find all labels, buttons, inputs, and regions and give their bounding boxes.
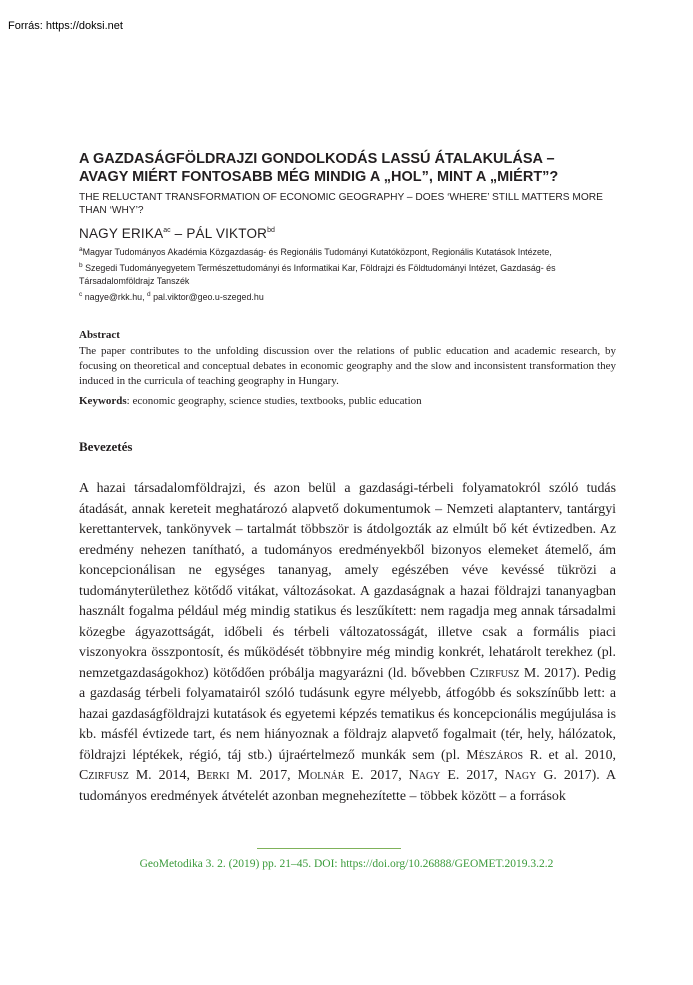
citation-author: Molnár (297, 768, 345, 783)
title-line-1: A GAZDASÁGFÖLDRAJZI GONDOLKODÁS LASSÚ ÁTALAKULÁSA – (79, 151, 555, 167)
author-name-2: PÁL VIKTOR (186, 226, 268, 241)
abstract-heading: Abstract (79, 329, 120, 341)
email-nagy[interactable]: nagye@rkk.hu, (82, 292, 145, 302)
citation-author: Nagy (504, 768, 537, 783)
body-text-6: E. 2017, (344, 768, 409, 783)
keywords-label: Keywords (79, 395, 127, 407)
authors (79, 226, 616, 241)
source-label: Forrás: https://doksi.net (8, 20, 123, 32)
keywords-text: : economic geography, science studies, textbooks, public education (126, 395, 422, 407)
affil-a-mark: a (79, 246, 83, 253)
author-name-1: NAGY ERIKA (79, 226, 164, 241)
article (79, 150, 616, 807)
body-text-1: A hazai társadalomföldrajzi, és azon belül a gazdasági-térbeli folyamatokról szóló tudás átadását, annak kereteit meghatározó alapvető dokumentumok – Nemzeti alaptanterv, tantárgyi kerettantervek, tankönyvek – tartalmát többször is átdolgozták az elmúlt bő két évtizedben. Az eredmény nehezen tanítható, a tudományos eredményekből bizonyos elemeket átemelő, ám koncepcionálisan ne egységes tananyag, amely egészében véve kevéssé tükrözi a tudományterülethez kötődő vitákat, változásokat. A gazdaságnak a hazai földrajzi tananyagban használt fogalma például még mindig statikus és leszűkített: nem ragadja meg annak társadalmi közegbe ágyazottságát, időbeli és térbeli változatosságát, illetve csak a formális piaci viszonyokra összpontosít, és működését többnyire még mindig konkrét, lehatárolt terekhez (pl. nemzetgazdaságokhoz) kötődően próbálja magyarázni (ld. bővebben (79, 481, 616, 681)
keywords (79, 394, 616, 409)
author-1-marks: ac (163, 227, 171, 234)
abstract-text: The paper contributes to the unfolding discussion over the relations of public education and academic research, by focusing on theoretical and conceptual debates in economic geography and the slow and inconsistent transformation they induced in the curricula of teaching geography in Hungary. (79, 345, 616, 387)
body-paragraph (79, 479, 616, 807)
email-d-mark: d (147, 291, 151, 298)
section-heading: Bevezetés (79, 439, 133, 454)
body-text-5: M. 2017, (229, 768, 298, 783)
article-title (79, 150, 616, 186)
affil-a-text: Magyar Tudományos Akadémia Közgazdaság- és Regionális Tudományi Kutatóközpont, Regionális Kutatások Intézete, (82, 247, 552, 257)
author-separator: – (170, 226, 187, 241)
title-line-2: AVAGY MIÉRT FONTOSABB MÉG MINDIG A „HOL”, MINT A „MIÉRT”? (79, 169, 559, 185)
affiliations (79, 243, 616, 304)
body-text-8: G. 2017). A tudományos eredmények átvételét azonban megnehezítette – többek között – a források (79, 768, 616, 804)
citation-author: Czirfusz (469, 665, 520, 681)
email-c-mark: c (79, 291, 83, 298)
body-text-2: M. 2017). Pedig a gazdaság térbeli folyamatairól szóló tudásunk egyre mélyebb, átfogóbb és sokszínűbb lett: a hazai gazdaságföldrajzi kutatások és egyetemi képzés tematikus és koncepcionális megújulása is kb. másfél évtizede tart, és nem hiányoznak a földrajz alapvető fogalmait (tér, hely, hálózatok, földrajzi léptékek, régió, táj stb.) újraértelmező munkák sem (pl. (79, 665, 616, 763)
journal-citation-footer[interactable]: GeoMetodika 3. 2. (2019) pp. 21–45. DOI: https://doi.org/10.26888/GEOMET.2019.3.2.2 (139, 858, 554, 870)
citation-author: Mészáros (466, 747, 524, 763)
citation-author: Czirfusz (79, 768, 129, 783)
footer-divider (257, 848, 401, 849)
citation-author: Berki (196, 768, 230, 783)
body-text-3: R. et al. 2010, (523, 747, 616, 763)
article-subtitle: THE RELUCTANT TRANSFORMATION OF ECONOMIC GEOGRAPHY – DOES ‘WHERE’ STILL MATTERS MORE THAN ‘WHY’? (79, 192, 603, 216)
body-text-4: M. 2014, (128, 768, 197, 783)
body-text-7: E. 2017, (440, 768, 505, 783)
email-pal[interactable]: pal.viktor@geo.u-szeged.hu (150, 292, 264, 302)
author-2-marks: bd (267, 227, 275, 234)
citation-author: Nagy (408, 768, 441, 783)
affil-b-mark: b (79, 262, 83, 269)
affil-b-text: Szegedi Tudományegyetem Természettudományi és Informatikai Kar, Földrajzi és Földtudományi Intézet, Gazdaság- és Társadalomföldrajz Tanszék (79, 263, 556, 286)
